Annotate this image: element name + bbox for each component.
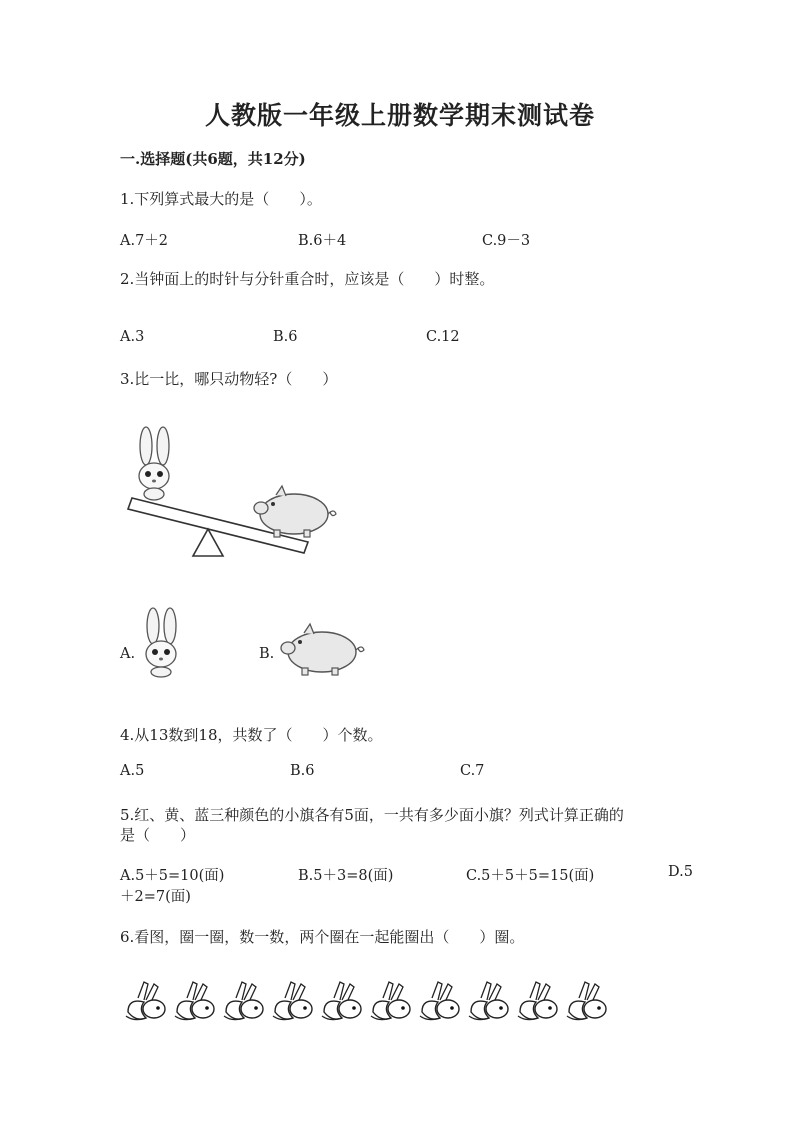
pig-icon <box>254 486 336 537</box>
rabbit-icon <box>567 982 606 1020</box>
section-heading: 一.选择题(共6题，共12分) <box>120 150 306 168</box>
q5-option-d-continued: ＋2=7(面) <box>120 889 191 905</box>
q2-option-c[interactable]: C.12 <box>426 329 460 345</box>
q3-option-a[interactable]: A. <box>120 646 136 662</box>
question-5-stem-line1: 5.红、黄、蓝三种颜色的小旗各有5面，一共有多少面小旗？列式计算正确的 <box>120 806 624 824</box>
rabbit-icon <box>469 982 508 1020</box>
rabbit-icon <box>175 982 214 1020</box>
rabbit-row-figure <box>124 980 624 1022</box>
q4-option-a[interactable]: A.5 <box>120 763 145 779</box>
question-6-stem: 6.看图，圈一圈，数一数，两个圈在一起能圈出（ ）圈。 <box>120 928 525 946</box>
q3-option-a-rabbit-icon <box>138 606 188 678</box>
q5-option-d[interactable]: D.5 <box>668 864 693 880</box>
rabbit-icon <box>139 427 169 500</box>
q3-option-b[interactable]: B. <box>259 646 275 662</box>
question-1-stem: 1.下列算式最大的是（ ）。 <box>120 190 322 208</box>
rabbit-icon <box>322 982 361 1020</box>
rabbit-icon <box>273 982 312 1020</box>
q1-option-a[interactable]: A.7＋2 <box>120 233 169 249</box>
rabbit-icon <box>126 982 165 1020</box>
q1-option-c[interactable]: C.9－3 <box>482 233 531 249</box>
question-5-stem-line2: 是（ ） <box>120 826 196 844</box>
q1-option-b[interactable]: B.6＋4 <box>298 233 347 249</box>
seesaw-figure <box>120 420 360 570</box>
q5-option-b[interactable]: B.5＋3=8(面) <box>298 868 394 884</box>
q3-option-b-pig-icon <box>278 626 368 678</box>
q4-option-b[interactable]: B.6 <box>290 763 315 779</box>
rabbit-icon <box>224 982 263 1020</box>
rabbit-icon <box>518 982 557 1020</box>
q2-option-b[interactable]: B.6 <box>273 329 298 345</box>
q5-option-c[interactable]: C.5＋5＋5=15(面) <box>466 868 595 884</box>
rabbit-icon <box>420 982 459 1020</box>
rabbit-icon <box>371 982 410 1020</box>
q2-option-a[interactable]: A.3 <box>120 329 145 345</box>
question-2-stem: 2.当钟面上的时针与分针重合时，应该是（ ）时整。 <box>120 270 495 288</box>
q4-option-c[interactable]: C.7 <box>460 763 485 779</box>
question-3-stem: 3.比一比，哪只动物轻?（ ） <box>120 370 338 388</box>
q5-option-a[interactable]: A.5＋5=10(面) <box>120 868 225 884</box>
question-4-stem: 4.从13数到18，共数了（ ）个数。 <box>120 726 383 744</box>
page-title: 人教版一年级上册数学期末测试卷 <box>204 101 595 130</box>
